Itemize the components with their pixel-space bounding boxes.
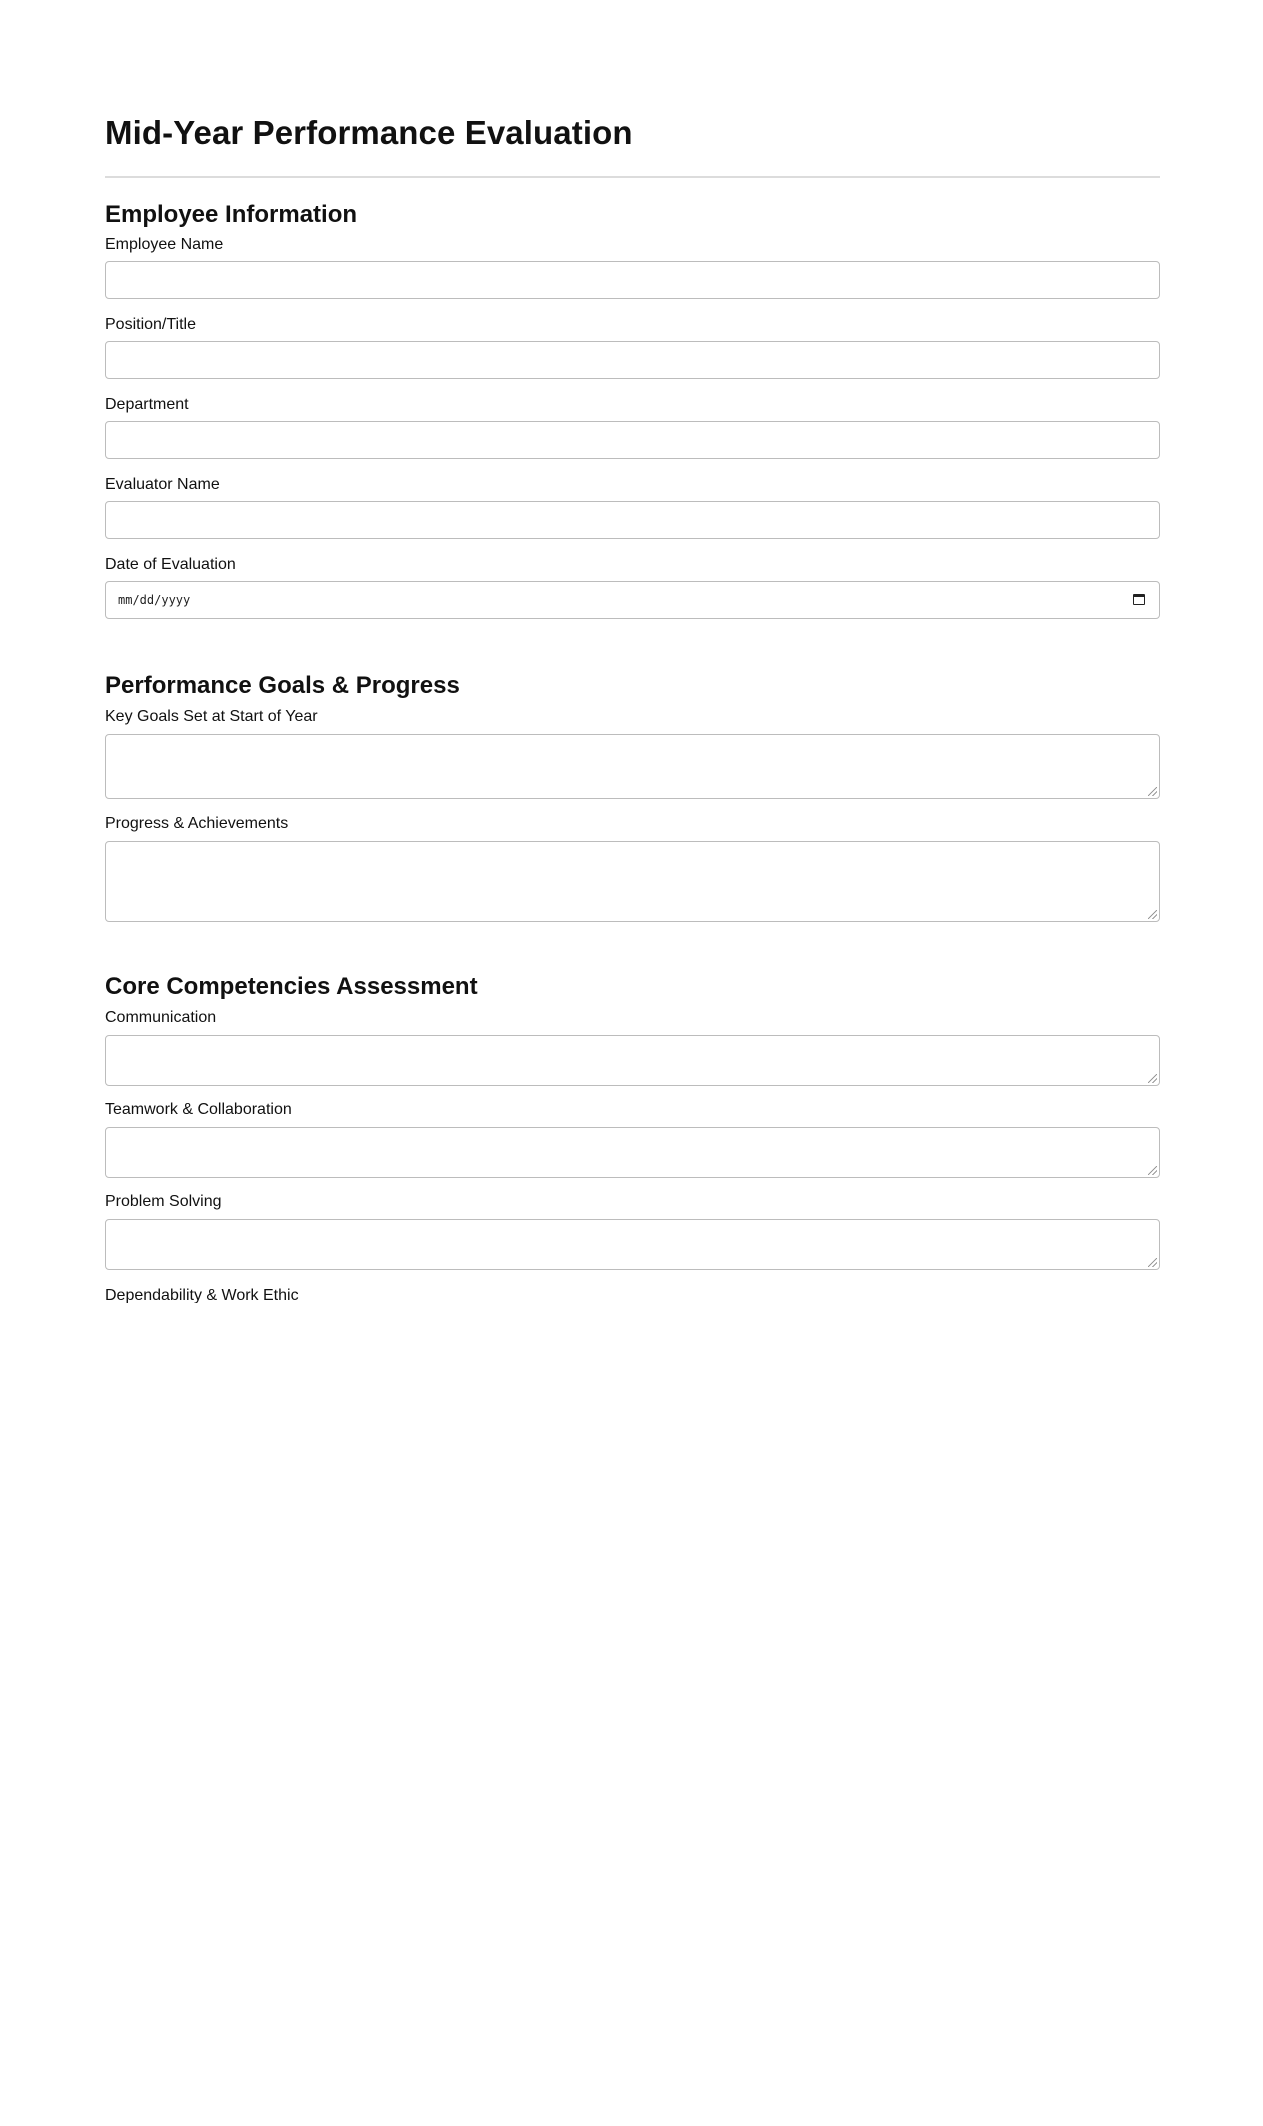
resize-grip-icon[interactable]: [1148, 1258, 1157, 1267]
section-heading-core-competencies: Core Competencies Assessment: [105, 973, 478, 1000]
date-placeholder: mm/dd/yyyy: [118, 593, 191, 607]
date-of-evaluation-input[interactable]: [105, 581, 1160, 619]
position-title-label: Position/Title: [105, 316, 196, 333]
key-goals-label: Key Goals Set at Start of Year: [105, 708, 318, 725]
evaluation-form: [105, 110, 1160, 1210]
employee-name-label: Employee Name: [105, 236, 224, 253]
date-of-evaluation-label: Date of Evaluation: [105, 556, 236, 573]
key-goals-textarea[interactable]: [105, 734, 1160, 799]
title-divider: [105, 176, 1160, 178]
resize-grip-icon[interactable]: [1148, 1074, 1157, 1083]
department-label: Department: [105, 396, 189, 413]
evaluator-name-input[interactable]: [105, 501, 1160, 539]
resize-grip-icon[interactable]: [1148, 1166, 1157, 1175]
calendar-icon[interactable]: [1133, 594, 1145, 605]
problem-solving-textarea[interactable]: [105, 1219, 1160, 1270]
page-title: Mid-Year Performance Evaluation: [105, 114, 633, 151]
communication-textarea[interactable]: [105, 1035, 1160, 1086]
progress-achievements-label: Progress & Achievements: [105, 815, 289, 832]
section-heading-performance-goals: Performance Goals & Progress: [105, 672, 460, 699]
resize-grip-icon[interactable]: [1148, 787, 1157, 796]
resize-grip-icon[interactable]: [1148, 910, 1157, 919]
section-heading-employee-information: Employee Information: [105, 201, 358, 228]
teamwork-collaboration-textarea[interactable]: [105, 1127, 1160, 1178]
progress-achievements-textarea[interactable]: [105, 841, 1160, 922]
problem-solving-label: Problem Solving: [105, 1193, 222, 1210]
evaluator-name-label: Evaluator Name: [105, 476, 220, 493]
dependability-work-ethic-label: Dependability & Work Ethic: [105, 1287, 299, 1303]
employee-name-input[interactable]: [105, 261, 1160, 299]
teamwork-collaboration-label: Teamwork & Collaboration: [105, 1101, 292, 1118]
department-input[interactable]: [105, 421, 1160, 459]
position-title-input[interactable]: [105, 341, 1160, 379]
communication-label: Communication: [105, 1009, 217, 1026]
